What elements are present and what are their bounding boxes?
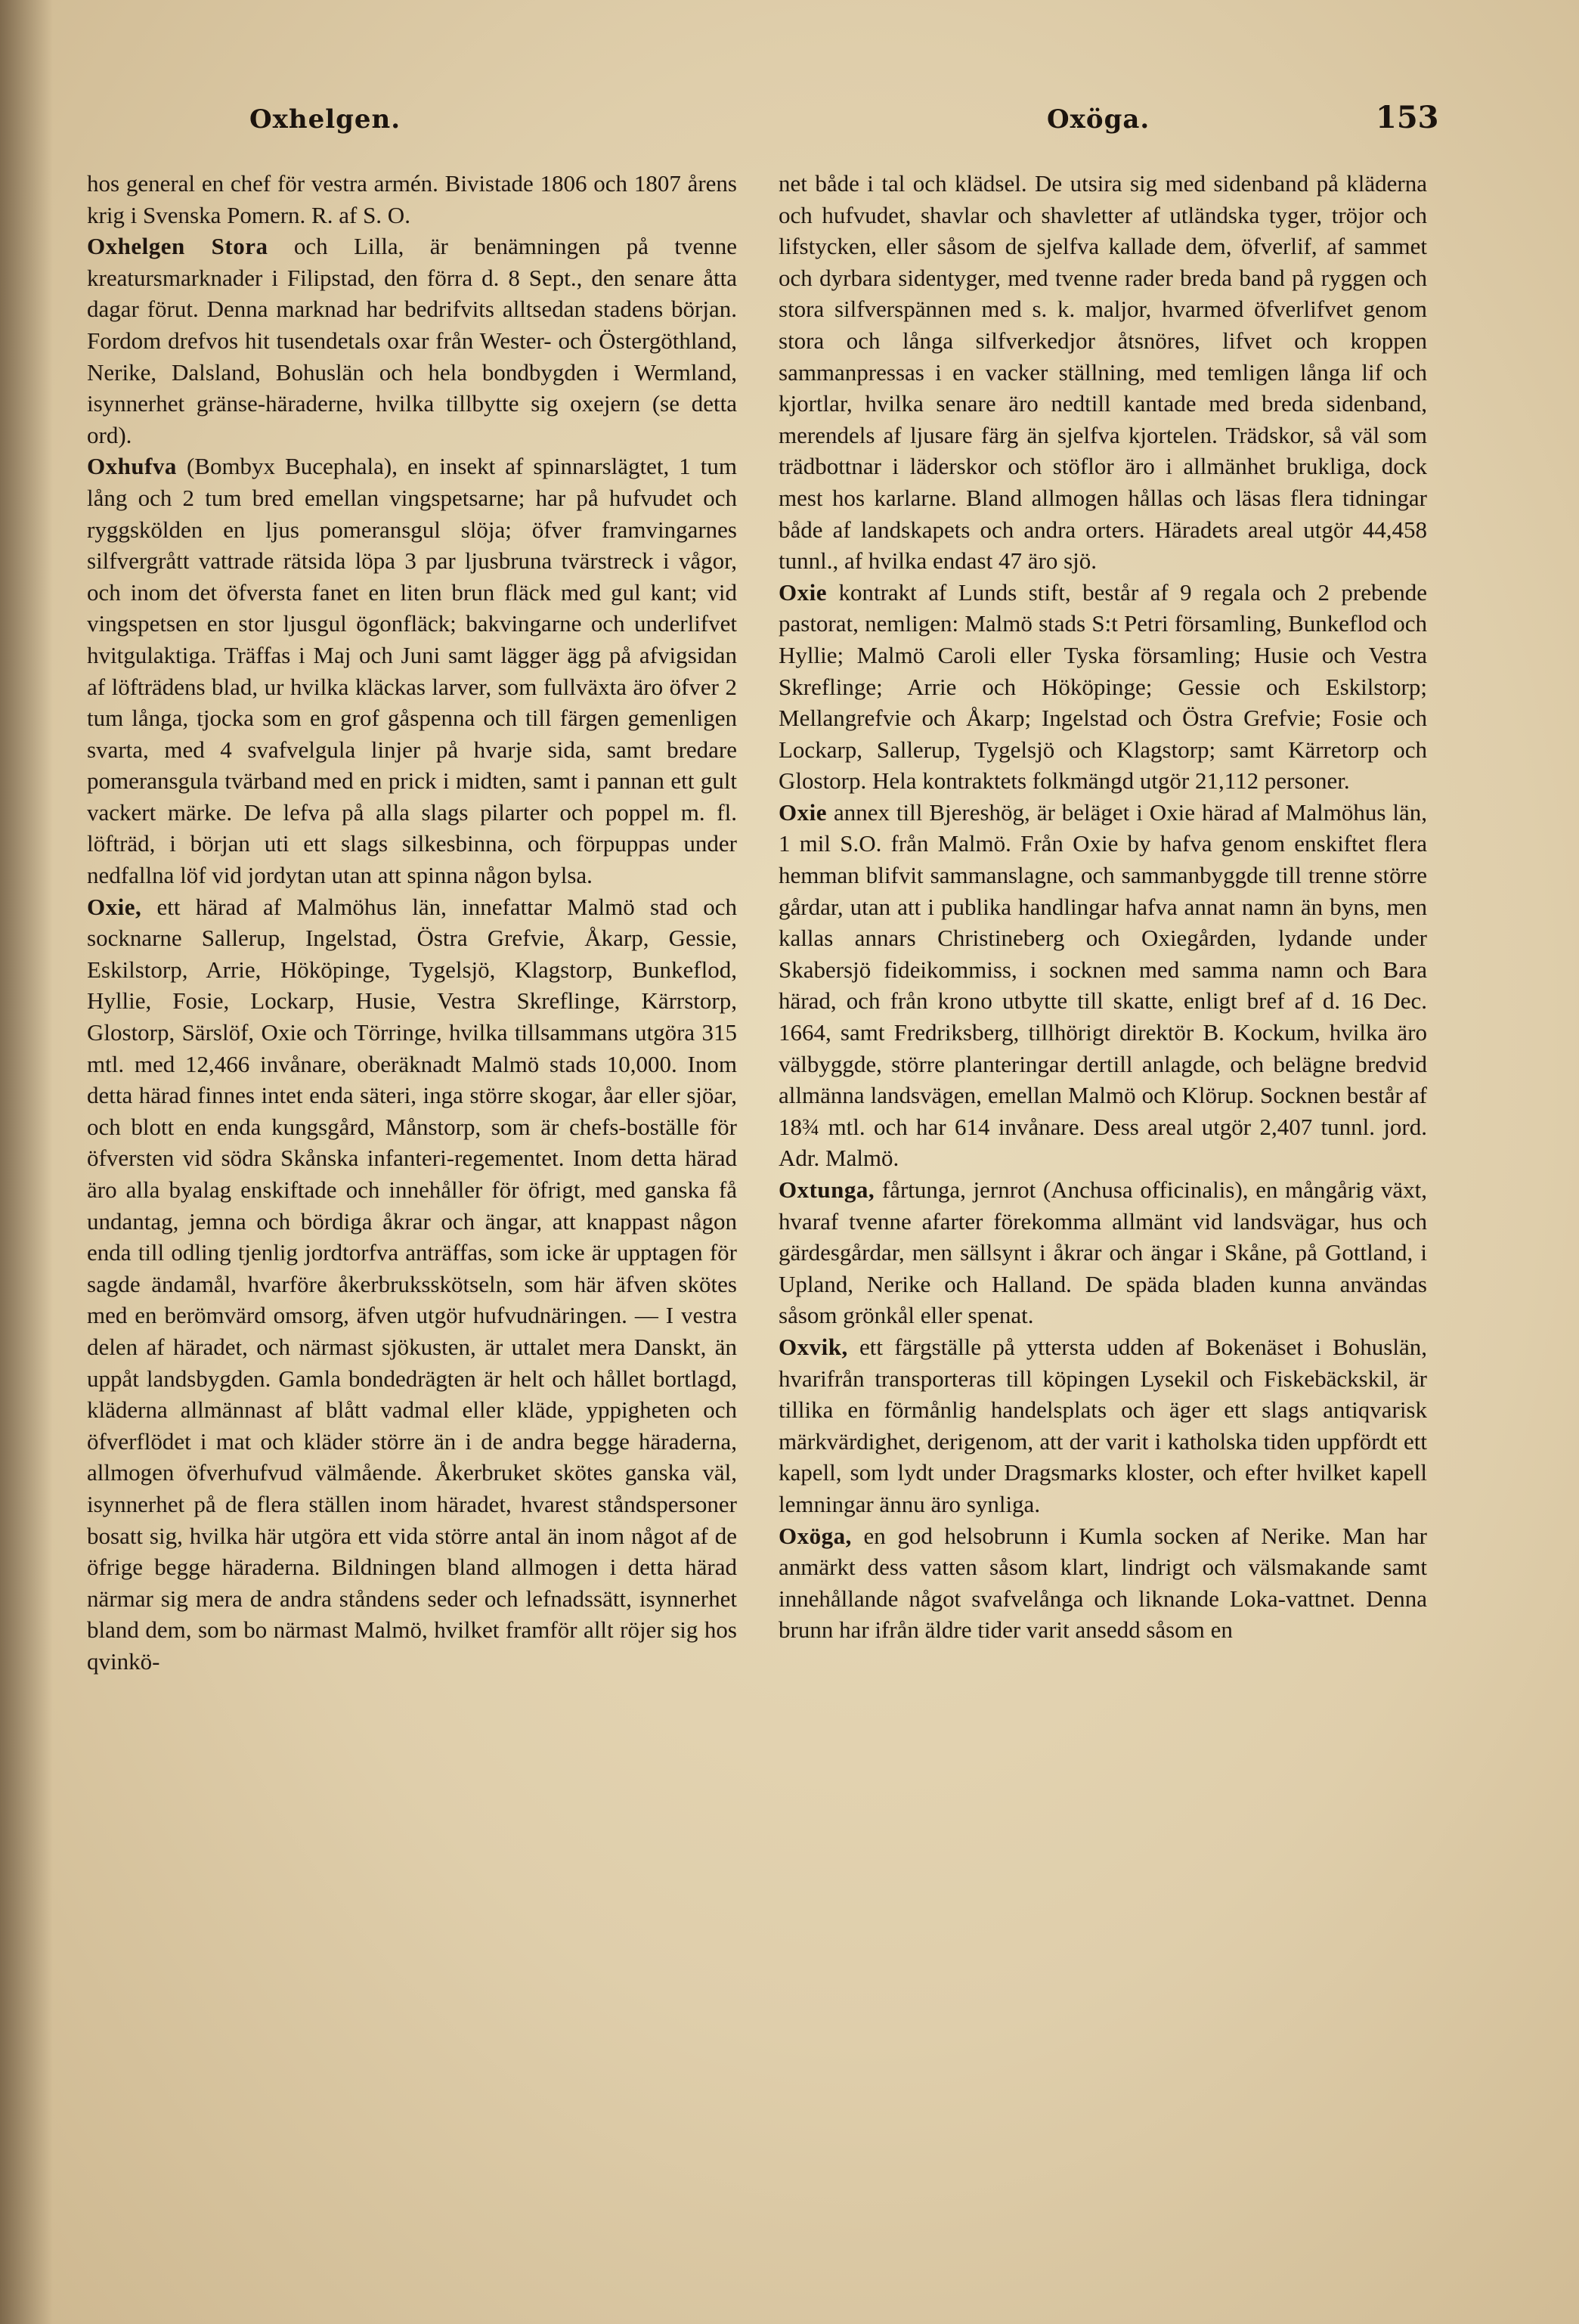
entry-headword: Oxvik, xyxy=(779,1333,848,1360)
entry-text: ett härad af Malmöhus län, innefattar Malmö stad och socknarne Sallerup, Ingelstad, Östra Grefvie, Åkarp, Gessie, Eskilstorp, Arrie, Hököpinge, Tygelsjö, Klagstorp, Bunkeflod, Hyllie, Fosie, Lockarp, Husie, Vestra Skreflinge, Kärrstorp, Glostorp, Särslöf, Oxie och Törringe, hvilka tillsammans utgöra 315 mtl. med 12,466 invånare, oberäknadt Malmö stads 10,000. Inom detta härad finnes intet enda säteri, inga större skogar, åar eller sjöar, och blott en enda kungsgård, Månstorp, som är chefs-boställe för öfversten vid södra Skånska infanteri-regementet. Inom detta härad äro alla byalag enskiftade och innehåller för öfrigt, med ganska få undantag, jemna och bördiga åkrar och ängar, att knappast någon enda till odling tjenlig jordtorfva anträffas, som icke är upptagen för sagde ändamål, hvarföre åkerbruksskötseln, som här äfven skötes med en berömvärd omsorg, äfven utgör hufvudnäringen. — I vestra delen af häradet, och närmast sjökusten, är uttalet mera Danskt, än uppåt landsbygden. Gamla bondedrägten är helt och hållet bortlagd, kläderna allmännast af blått vadmal eller kläde, yppigheten och öfverflödet i mat och kläder större än i de andra begge häraderna, allmogen öfverhufvud välmående. Åkerbruket skötes ganska väl, isynnerhet på de flera ställen inom häradet, hvarest ståndspersoner bosatt sig, hvilka här utgöra ett vida större antal än inom något af de öfrige begge häraderna. Bildningen bland allmogen i detta härad närmar sig mera de andra ståndens seder och lefnadssätt, isynnerhet bland dem, som bo närmast Malmö, hvilket framför allt röjer sig hos qvinkö- xyxy=(87,893,738,1675)
entry-oxie-kontrakt xyxy=(779,577,1427,797)
entry-text: ett färgställe på yttersta udden af Bokenäset i Bohuslän, hvarifrån transporteras till köpingen Lysekil och Fiskebäckskil, är tillika en förmånlig handelsplats och äger ett slags antiqvarisk märkvärdighet, derigenom, att der varit i katholska tiden uppfördt ett kapell, som lydt under Dragsmarks kloster, och efter hvilket kapell lemningar ännu äro synliga. xyxy=(779,1333,1427,1517)
header-right-title: Oxöga. xyxy=(1047,104,1150,135)
entry-text: (Bombyx Bucephala), en insekt af spinnarslägtet, 1 tum lång och 2 tum bred emellan vingspetsarne; har på hufvudet och ryggskölden en ljus pomeransgul slöja; öfver framvingarnes silfvergrått vattrade rätsida löpa 3 par ljusbruna tvärstreck i vågor, och inom det öfversta fanet en liten brun fläck med gul kant; vid vingspetsen en stor ljusgul ögonfläck; bakvingarne och underlifvet hvitgulaktiga. Träffas i Maj och Juni samt lägger ägg på afvigsidan af löfträdens blad, ur hvilka kläckas larver, som fullväxta äro öfver 2 tum långa, tjocka som en grof gåspenna och till färgen gemenligen svarta, med 4 svafvelgula linjer på hvarje sida, samt bredare pomeransgula tvärband med en prick i midten, samt i pannan ett gult vackert märke. De lefva på alla slags pilarter och poppel m. fl. löfträd, i början uti ett slags silkesbinna, och förpuppas under nedfallna löf vid jordytan utan att spinna någon bylsa. xyxy=(87,453,738,889)
page-number: 153 xyxy=(1376,100,1439,135)
entry-headword: Oxie xyxy=(779,798,827,826)
entry-text: annex till Bjereshög, är beläget i Oxie härad af Malmöhus län, 1 mil S.O. från Malmö. Från Oxie by hafva genom enskiftet flera hemman blifvit sammanslagne, och sammanbyggde till trenne större gårdar, utan att i publika handlingar hafva annat namn än byns, men kallas annars Christineberg och Oxiegården, lydande under Skabersjö fideikommiss, i socknen med samma namn och Bara härad, och från krono utbytte till skatte, enligt bref af d. 16 Dec. 1664, samt Fredriksberg, tillhörigt direktör B. Kockum, hvilka äro välbyggde, större planteringar dertill anlagde, och belägne bredvid allmänna landsvägen, emellan Malmö och Klörup. Socknen består af 18¾ mtl. och har 614 invånare. Dess areal utgör 2,407 tunnl. jord. Adr. Malmö. xyxy=(779,798,1427,1172)
entry-headword: Oxie, xyxy=(87,893,142,920)
entry-oxtunga xyxy=(779,1174,1427,1331)
entry-oxie-annex xyxy=(779,797,1427,1174)
header-left-title: Oxhelgen. xyxy=(249,104,401,135)
entry-oxhufva xyxy=(87,451,737,891)
entry-headword: Oxöga, xyxy=(779,1522,852,1549)
entry-text: en god helsobrunn i Kumla socken af Nerike. Man har anmärkt dess vatten såsom klart, lindrigt och välsmakande samt innehållande något svafvelånga och liknande Loka-vattnet. Denna brunn har ifrån äldre tider varit ansedd såsom en xyxy=(779,1522,1428,1644)
entry-oxoga xyxy=(779,1520,1427,1646)
entry-headword: Oxhelgen Stora xyxy=(87,233,268,260)
entry-headword: Oxie xyxy=(779,578,827,606)
entry-text: och Lilla, är benämningen på tvenne kreatursmarknader i Filipstad, den förra d. 8 Sept., den senare åtta dagar förut. Denna marknad har bedrifvits alltsedan stadens början. Fordom drefvos hit tusendetals oxar från Wester- och Östergöthland, Nerike, Dalsland, Bohuslän och hela bondbygden i Wermland, isynnerhet gränse-häraderne, hvilka tillbytte sig oxejern (se detta ord). xyxy=(87,233,737,448)
running-header xyxy=(0,100,1579,150)
entry-headword: Oxhufva xyxy=(87,453,177,480)
entry-oxie-harad xyxy=(87,891,737,1678)
entry-text: hos general en chef för vestra armén. Bivistade 1806 och 1807 årens krig i Svenska Pomern. R. af S. O. xyxy=(87,170,737,228)
entry-text: kontrakt af Lunds stift, består af 9 regala och 2 prebende pastorat, nemligen: Malmö stads S:t Petri församling, Bunkeflod och Hyllie; Malmö Caroli eller Tyska församling; Husie och Vestra Skreflinge; Arrie och Hököpinge; Gessie och Eskilstorp; Mellangrefvie och Åkarp; Ingelstad och Östra Grefvie; Fosie och Lockarp, Sallerup, Tygelsjö och Klagstorp; samt Kärretorp och Glostorp. Hela kontraktets folkmängd utgör 21,112 personer. xyxy=(779,578,1427,795)
entry-oxhelgen xyxy=(87,231,737,451)
left-column xyxy=(87,168,737,1678)
right-column xyxy=(779,168,1427,1646)
entry-continuation xyxy=(779,168,1427,577)
entry-text: fårtunga, jernrot (Anchusa officinalis), en mångårig växt, hvaraf tvenne afarter förekomma allmänt vid landsvägar, hus och gärdesgårdar, men sällsynt i åkrar och ängar i Skåne, på Gottland, i Upland, Nerike och Halland. De späda bladen kunna användas såsom grönkål eller spenat. xyxy=(779,1176,1427,1329)
entry-headword: Oxtunga, xyxy=(779,1176,875,1203)
entry-oxvik xyxy=(779,1331,1427,1520)
entry-continuation xyxy=(87,168,737,231)
entry-text: net både i tal och klädsel. De utsira sig med sidenband på kläderna och hufvudet, shavlar och shavletter af utländska tyger, tröjor och lifstycken, eller såsom de sjelfva kallade dem, öfverlif, af sammet och dyrbara sidentyger, med tvenne rader breda band på ryggen och stora silfverspännen med s. k. maljor, hvarmed öfverlifvet genom stora och långa silfverkedjor åtsnöres, lifvet och kroppen sammanpressas i en vacker ställning, med temligen långa lif och kjortlar, hvilka senare äro nedtill kantade med breda sidenband, merendels af ljusare färg än sjelfva kjortelen. Trädskor, så väl som trädbottnar i läderskor och stöflor äro i allmänhet brukliga, dock mest hos karlarne. Bland allmogen hållas och läsas flera tidningar både af landskapets och andra orters. Häradets areal utgör 44,458 tunnl., af hvilka endast 47 äro sjö. xyxy=(779,170,1427,575)
